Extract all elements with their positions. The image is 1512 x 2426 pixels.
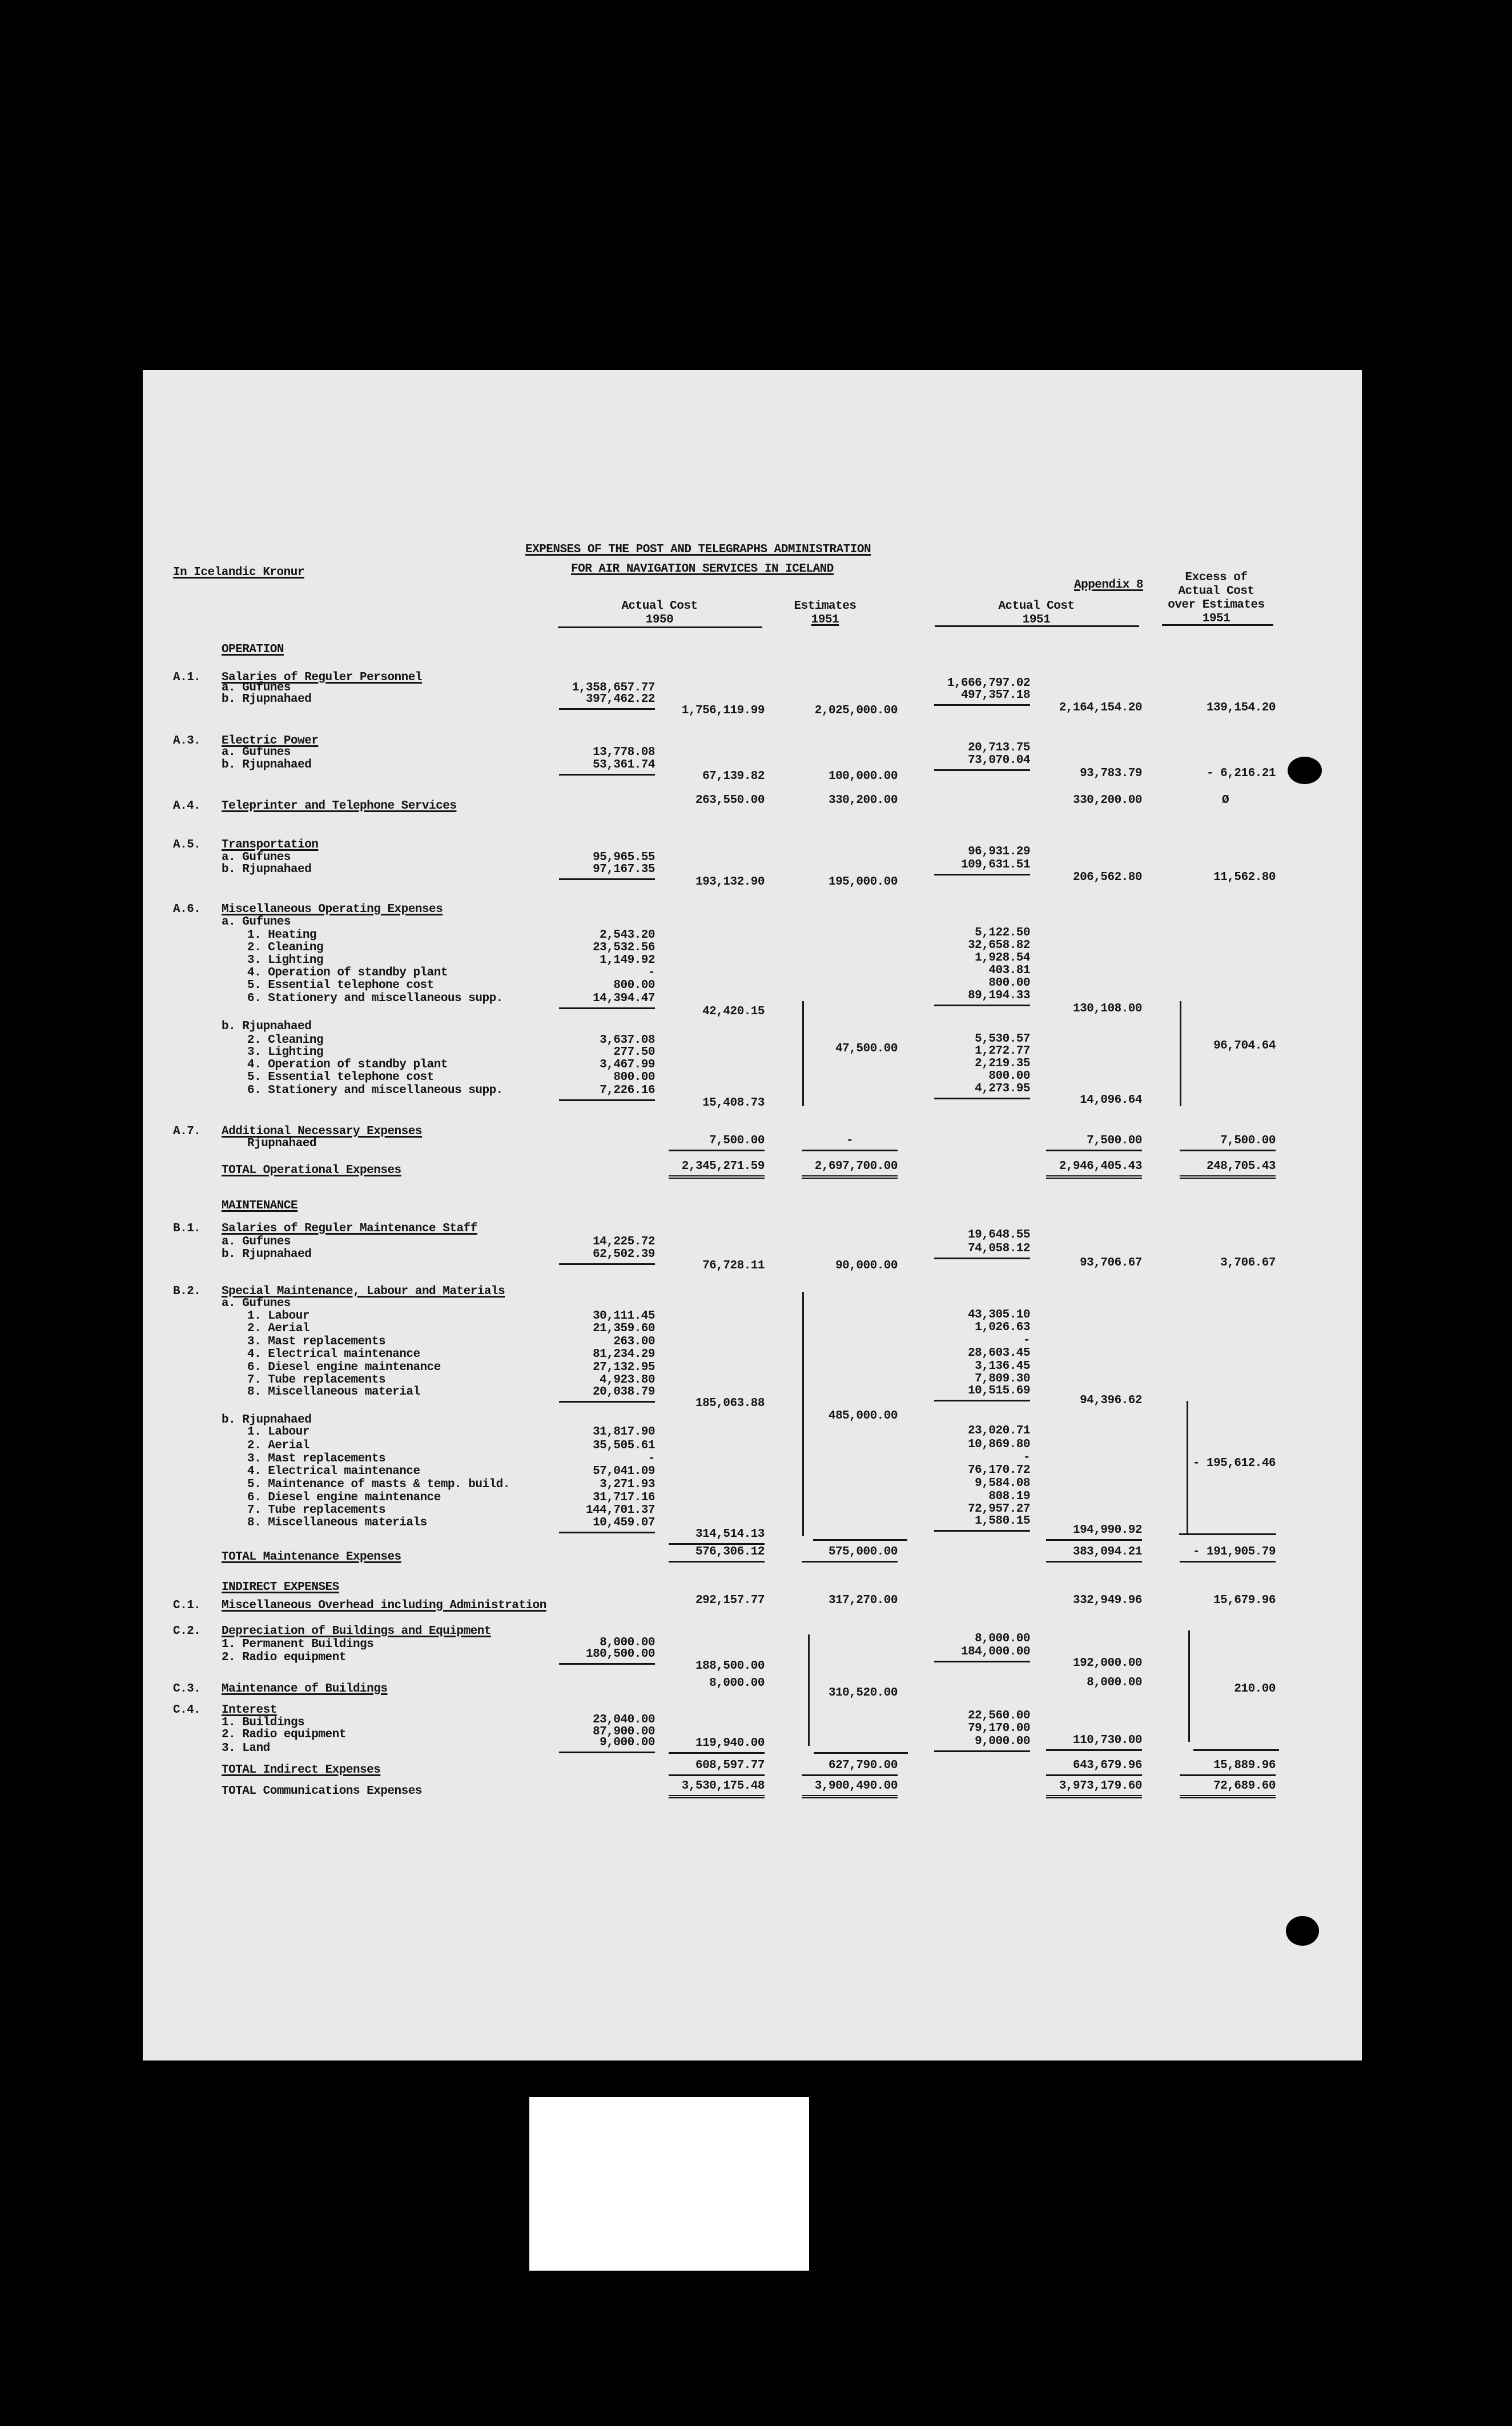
amount-1951: 497,357.18 <box>934 689 1030 706</box>
amount-1950: 23,532.56 <box>593 941 655 954</box>
line-item-label: 4. Operation of standby plant <box>247 1058 448 1071</box>
line-item-label: 2. Aerial <box>247 1322 309 1335</box>
sub-label: b. Rjupnahaed <box>222 1020 312 1033</box>
line-item-label: 1. Permanent Buildings <box>222 1638 374 1651</box>
item-code: A.6. <box>173 903 201 916</box>
amount-1950: 397,462.22 <box>559 693 655 710</box>
estimate-1951: 485,000.00 <box>828 1409 898 1423</box>
amount-1950: 13,778.08 <box>593 746 655 759</box>
item-code: C.1. <box>173 1599 201 1612</box>
excess-value: 96,704.64 <box>1213 1039 1276 1053</box>
total-1951: 2,164,154.20 <box>1059 701 1142 714</box>
item-title: Salaries of Reguler Personnel <box>222 671 422 684</box>
amount-1950: 57,041.09 <box>593 1465 655 1478</box>
amount-1950: 23,040.00 <box>593 1713 655 1726</box>
amount-1951: 4,273.95 <box>934 1082 1030 1099</box>
line-item-label: 2. Aerial <box>247 1439 309 1452</box>
total-1950: 292,157.77 <box>695 1594 765 1607</box>
divider <box>935 625 1139 627</box>
item-title: Depreciation of Buildings and Equipment <box>222 1625 491 1638</box>
total-1951: 330,200.00 <box>1072 794 1142 807</box>
amount-1951: 73,070.04 <box>934 754 1030 771</box>
amount-1950: - <box>648 966 655 979</box>
total-1950: 576,306.12 <box>669 1545 765 1563</box>
estimate-1951: 195,000.00 <box>828 875 898 889</box>
amount-1951: 19,648.55 <box>968 1228 1030 1242</box>
col-header-excess: Excess of Actual Cost over Estimates 1951 <box>1168 571 1265 625</box>
line-item-label: 4. Electrical maintenance <box>247 1465 420 1478</box>
estimate-1951: 90,000.00 <box>835 1259 898 1272</box>
total-communications-label: TOTAL Communications Expenses <box>222 1785 422 1798</box>
amount-1951: 1,928.54 <box>975 951 1030 965</box>
excess-value: 210.00 <box>1234 1682 1276 1696</box>
item-title: Interest <box>222 1704 277 1717</box>
total-1951: 192,000.00 <box>1072 1657 1142 1670</box>
total-1951: 93,706.67 <box>1080 1256 1142 1270</box>
divider <box>1193 1749 1279 1751</box>
divider <box>558 626 762 628</box>
sub-label: b. Rjupnahaed <box>222 693 312 706</box>
col-header-actual-1950: Actual Cost 1950 <box>621 600 698 626</box>
amount-1951: 7,809.30 <box>975 1372 1030 1385</box>
line-item-label: 6. Diesel engine maintenance <box>247 1361 441 1374</box>
amount-1951: 808.19 <box>988 1490 1030 1503</box>
amount-1950: 9,000.00 <box>559 1736 655 1753</box>
line-item-label: 5. Essential telephone cost <box>247 979 434 992</box>
amount-1951: 74,058.12 <box>934 1242 1030 1259</box>
amount-1950: 30,111.45 <box>593 1310 655 1323</box>
amount-1951: 1,580.15 <box>934 1515 1030 1532</box>
line-item-label: 8. Miscellaneous material <box>247 1385 420 1399</box>
total-operational-label: TOTAL Operational Expenses <box>222 1164 401 1177</box>
subtotal-1950: 15,408.73 <box>702 1096 765 1110</box>
estimate-1951: 627,790.00 <box>802 1759 898 1776</box>
total-1951: 206,562.80 <box>1072 871 1142 884</box>
sub-label: a. Gufunes <box>222 851 291 864</box>
sub-label: a. Gufunes <box>222 1297 291 1310</box>
total-1951: 383,094.21 <box>1046 1545 1142 1563</box>
amount-1950: 81,234.29 <box>593 1348 655 1361</box>
item-code: A.5. <box>173 838 201 851</box>
estimate-1951: - <box>802 1134 898 1151</box>
total-1950: 263,550.00 <box>695 794 765 807</box>
line-item-label: 3. Mast replacements <box>247 1452 386 1465</box>
amount-1951: 109,631.51 <box>934 858 1030 875</box>
line-item-label: 6. Stationery and miscellaneous supp. <box>247 1084 503 1097</box>
line-item-label: 5. Maintenance of masts & temp. build. <box>247 1478 510 1491</box>
amount-1951: 96,931.29 <box>968 845 1030 858</box>
amount-1950: 53,361.74 <box>559 758 655 776</box>
amount-1951: 8,000.00 <box>975 1632 1030 1645</box>
sub-label: a. Gufunes <box>222 746 291 759</box>
amount-1951: 403.81 <box>988 964 1030 977</box>
amount-1950: 14,394.47 <box>559 992 655 1009</box>
subtotal-1950: 314,514.13 <box>669 1528 765 1545</box>
sub-label: b. Rjupnahaed <box>222 1248 312 1261</box>
amount-1951: 28,603.45 <box>968 1347 1030 1360</box>
line-item-label: 2. Radio equipment <box>222 1728 346 1741</box>
excess-value: - 6,216.21 <box>1206 767 1276 780</box>
divider <box>814 1752 908 1754</box>
item-code: C.3. <box>173 1682 201 1696</box>
amount-1950: 4,923.80 <box>600 1373 655 1387</box>
amount-1951: 20,713.75 <box>968 741 1030 754</box>
total-1950: 2,345,271.59 <box>669 1160 765 1179</box>
total-1950: 188,500.00 <box>695 1660 765 1673</box>
line-item-label: 1. Buildings <box>222 1716 305 1729</box>
item-title: Teleprinter and Telephone Services <box>222 800 457 813</box>
bracket <box>1180 1001 1181 1106</box>
item-title: Electric Power <box>222 734 319 748</box>
total-1951: 643,679.96 <box>1046 1759 1142 1776</box>
excess-value: 248,705.43 <box>1180 1160 1276 1179</box>
estimate-1951: 100,000.00 <box>828 770 898 783</box>
amount-1950: 31,717.16 <box>593 1491 655 1504</box>
excess-value: 3,706.67 <box>1220 1256 1276 1270</box>
col-header-actual-1951: Actual Cost 1951 <box>998 600 1075 626</box>
total-1950: 67,139.82 <box>702 770 765 783</box>
total-1950: 7,500.00 <box>669 1134 765 1151</box>
line-item-label: 3. Land <box>222 1742 270 1755</box>
divider <box>1179 1533 1276 1535</box>
subtotal-1951: 130,108.00 <box>1072 1002 1142 1015</box>
amount-1951: - <box>1023 1334 1030 1347</box>
amount-1951: 10,515.69 <box>934 1384 1030 1401</box>
section-heading-indirect: INDIRECT EXPENSES <box>222 1581 339 1594</box>
item-code: A.3. <box>173 734 201 748</box>
subtotal-1950: 185,063.88 <box>695 1397 765 1410</box>
item-code: A.4. <box>173 800 201 813</box>
amount-1951: - <box>1023 1451 1030 1464</box>
line-item-label: 6. Stationery and miscellaneous supp. <box>247 992 503 1005</box>
amount-1951: 800.00 <box>988 1070 1030 1083</box>
blank-label-card <box>529 2097 809 2271</box>
sub-label: b. Rjupnahaed <box>222 863 312 876</box>
line-item-label: 1. Labour <box>247 1425 309 1439</box>
amount-1950: 800.00 <box>613 1071 655 1084</box>
amount-1950: 800.00 <box>613 979 655 992</box>
amount-1951: 5,122.50 <box>975 926 1030 939</box>
subtotal-1951: 14,096.64 <box>1080 1094 1142 1107</box>
amount-1950: 2,543.20 <box>600 929 655 942</box>
total-1950: 193,132.90 <box>695 875 765 889</box>
divider <box>813 1539 907 1541</box>
amount-1950: 21,359.60 <box>593 1322 655 1335</box>
estimate-1951: 575,000.00 <box>802 1545 898 1563</box>
sub-label: b. Rjupnahaed <box>222 758 312 772</box>
col-header-estimates: Estimates 1951 <box>794 600 856 626</box>
subtotal-1951: 94,396.62 <box>1080 1394 1142 1407</box>
sub-label: a. Gufunes <box>222 681 291 694</box>
amount-1951: 43,305.10 <box>968 1308 1030 1322</box>
amount-1950: 27,132.95 <box>593 1361 655 1374</box>
item-code: A.7. <box>173 1125 201 1138</box>
amount-1950: 62,502.39 <box>559 1248 655 1265</box>
bracket <box>808 1634 810 1746</box>
amount-1950: 1,149.92 <box>600 954 655 967</box>
hole-punch-mark <box>1288 757 1322 784</box>
item-code: C.4. <box>173 1704 201 1717</box>
amount-1951: 1,666,797.02 <box>947 677 1030 690</box>
bracket <box>1188 1630 1190 1742</box>
amount-1950: 263.00 <box>613 1335 655 1348</box>
amount-1950: 20,038.79 <box>559 1385 655 1403</box>
line-item-label: 7. Tube replacements <box>247 1504 386 1517</box>
document-title: EXPENSES OF THE POST AND TELEGRAPHS ADMINISTRATION <box>525 543 871 556</box>
excess-value: Ø <box>1222 794 1229 807</box>
amount-1950: 35,505.61 <box>593 1439 655 1452</box>
amount-1951: 9,000.00 <box>934 1735 1030 1752</box>
item-title: Special Maintenance, Labour and Materials <box>222 1285 505 1298</box>
amount-1951: 72,957.27 <box>968 1503 1030 1516</box>
amount-1950: 8,000.00 <box>600 1636 655 1649</box>
estimate-1951: 310,520.00 <box>828 1686 898 1700</box>
amount-1951: 800.00 <box>988 977 1030 990</box>
excess-value: 11,562.80 <box>1213 871 1276 884</box>
item-code: B.2. <box>173 1285 201 1298</box>
line-item-label: 6. Diesel engine maintenance <box>247 1491 441 1504</box>
amount-1950: 97,167.35 <box>559 863 655 880</box>
amount-1950: 31,817.90 <box>593 1425 655 1439</box>
amount-1950: 7,226.16 <box>559 1084 655 1101</box>
line-item-label: 8. Miscellaneous materials <box>247 1516 427 1529</box>
amount-1951: 1,272.77 <box>975 1045 1030 1058</box>
sub-label: b. Rjupnahaed <box>222 1413 312 1427</box>
sub-label: Rjupnahaed <box>247 1137 317 1150</box>
estimate-1951: 47,500.00 <box>835 1042 898 1055</box>
amount-1950: 95,965.55 <box>593 851 655 864</box>
amount-1951: 23,020.71 <box>968 1424 1030 1437</box>
item-title: Maintenance of Buildings <box>222 1682 388 1696</box>
item-title: Salaries of Reguler Maintenance Staff <box>222 1222 477 1235</box>
amount-1951: 89,194.33 <box>934 989 1030 1006</box>
line-item-label: 3. Mast replacements <box>247 1335 386 1348</box>
excess-value: 7,500.00 <box>1180 1134 1276 1151</box>
total-1950: 8,000.00 <box>709 1677 765 1690</box>
divider <box>1162 624 1273 626</box>
amount-1950: 144,701.37 <box>585 1504 655 1517</box>
amount-1951: 76,170.72 <box>968 1464 1030 1477</box>
appendix-label: Appendix 8 <box>1074 579 1144 592</box>
line-item-label: 4. Electrical maintenance <box>247 1348 420 1361</box>
total-1950: 119,940.00 <box>669 1737 765 1754</box>
grand-total-excess: 72,689.60 <box>1180 1780 1276 1798</box>
line-item-label: 4. Operation of standby plant <box>247 966 448 979</box>
section-heading-maintenance: MAINTENANCE <box>222 1199 298 1212</box>
estimate-1951: 2,025,000.00 <box>814 704 898 717</box>
excess-value: - 191,905.79 <box>1180 1545 1276 1563</box>
subtotal-1951: 194,990.92 <box>1046 1524 1142 1541</box>
amount-1950: 277.50 <box>613 1046 655 1059</box>
total-1951: 332,949.96 <box>1072 1594 1142 1607</box>
total-1951: 7,500.00 <box>1046 1134 1142 1151</box>
item-title: Additional Necessary Expenses <box>222 1125 422 1138</box>
total-1950: 1,756,119.99 <box>681 704 765 717</box>
amount-1951: 184,000.00 <box>934 1645 1030 1662</box>
amount-1950: 87,900.00 <box>593 1725 655 1738</box>
line-item-label: 2. Radio equipment <box>222 1651 346 1664</box>
amount-1951: 5,530.57 <box>975 1033 1030 1046</box>
amount-1950: 10,459.07 <box>559 1516 655 1533</box>
sub-label: a. Gufunes <box>222 1235 291 1248</box>
estimate-1951: 330,200.00 <box>828 794 898 807</box>
amount-1950: 180,500.00 <box>559 1648 655 1665</box>
estimate-1951: 317,270.00 <box>828 1594 898 1607</box>
amount-1951: 9,584.08 <box>975 1477 1030 1490</box>
item-title: Miscellaneous Overhead including Administration <box>222 1599 546 1612</box>
amount-1951: 10,869.80 <box>968 1438 1030 1451</box>
amount-1950: 1,358,657.77 <box>572 681 655 694</box>
total-1950: 76,728.11 <box>702 1259 765 1272</box>
amount-1950: 14,225.72 <box>593 1235 655 1248</box>
line-item-label: 1. Labour <box>247 1310 309 1323</box>
amount-1950: 3,637.08 <box>600 1034 655 1047</box>
section-heading-operation: OPERATION <box>222 643 284 656</box>
total-1951: 8,000.00 <box>1087 1676 1142 1689</box>
sub-label: a. Gufunes <box>222 915 291 929</box>
line-item-label: 3. Lighting <box>247 1046 324 1059</box>
line-item-label: 2. Cleaning <box>247 1034 324 1047</box>
line-item-label: 7. Tube replacements <box>247 1373 386 1387</box>
item-title: Miscellaneous Operating Expenses <box>222 903 443 916</box>
grand-total-estimate: 3,900,490.00 <box>802 1780 898 1798</box>
bracket <box>802 1292 804 1536</box>
hole-punch-mark <box>1286 1916 1319 1946</box>
total-1950: 608,597.77 <box>669 1759 765 1776</box>
currency-note: In Icelandic Kronur <box>173 566 304 579</box>
line-item-label: 1. Heating <box>247 929 317 942</box>
amount-1951: 1,026.63 <box>975 1321 1030 1334</box>
amount-1951: 2,219.35 <box>975 1057 1030 1070</box>
total-maintenance-label: TOTAL Maintenance Expenses <box>222 1551 401 1564</box>
amount-1951: 22,560.00 <box>968 1709 1030 1722</box>
amount-1950: 3,467.99 <box>600 1058 655 1071</box>
total-1951: 2,946,405.43 <box>1046 1160 1142 1179</box>
total-1951: 110,730.00 <box>1046 1734 1142 1751</box>
line-item-label: 2. Cleaning <box>247 941 324 954</box>
grand-total-1951: 3,973,179.60 <box>1046 1780 1142 1798</box>
excess-value: 15,679.96 <box>1213 1594 1276 1607</box>
amount-1951: 32,658.82 <box>968 939 1030 952</box>
subtotal-1950: 42,420.15 <box>702 1005 765 1018</box>
document-subtitle: FOR AIR NAVIGATION SERVICES IN ICELAND <box>571 563 834 576</box>
total-1951: 93,783.79 <box>1080 767 1142 780</box>
amount-1951: 79,170.00 <box>968 1722 1030 1735</box>
excess-value: 15,889.96 <box>1180 1759 1276 1776</box>
excess-value: 139,154.20 <box>1206 701 1276 714</box>
item-code: B.1. <box>173 1222 201 1235</box>
line-item-label: 5. Essential telephone cost <box>247 1071 434 1084</box>
item-code: A.1. <box>173 671 201 684</box>
total-indirect-label: TOTAL Indirect Expenses <box>222 1764 381 1777</box>
amount-1950: - <box>648 1452 655 1465</box>
grand-total-1950: 3,530,175.48 <box>669 1780 765 1798</box>
item-code: C.2. <box>173 1625 201 1638</box>
item-title: Transportation <box>222 838 319 851</box>
line-item-label: 3. Lighting <box>247 954 324 967</box>
amount-1951: 3,136.45 <box>975 1360 1030 1373</box>
excess-value: - 195,612.46 <box>1192 1457 1276 1470</box>
estimate-1951: 2,697,700.00 <box>802 1160 898 1179</box>
amount-1950: 3,271.93 <box>600 1478 655 1491</box>
